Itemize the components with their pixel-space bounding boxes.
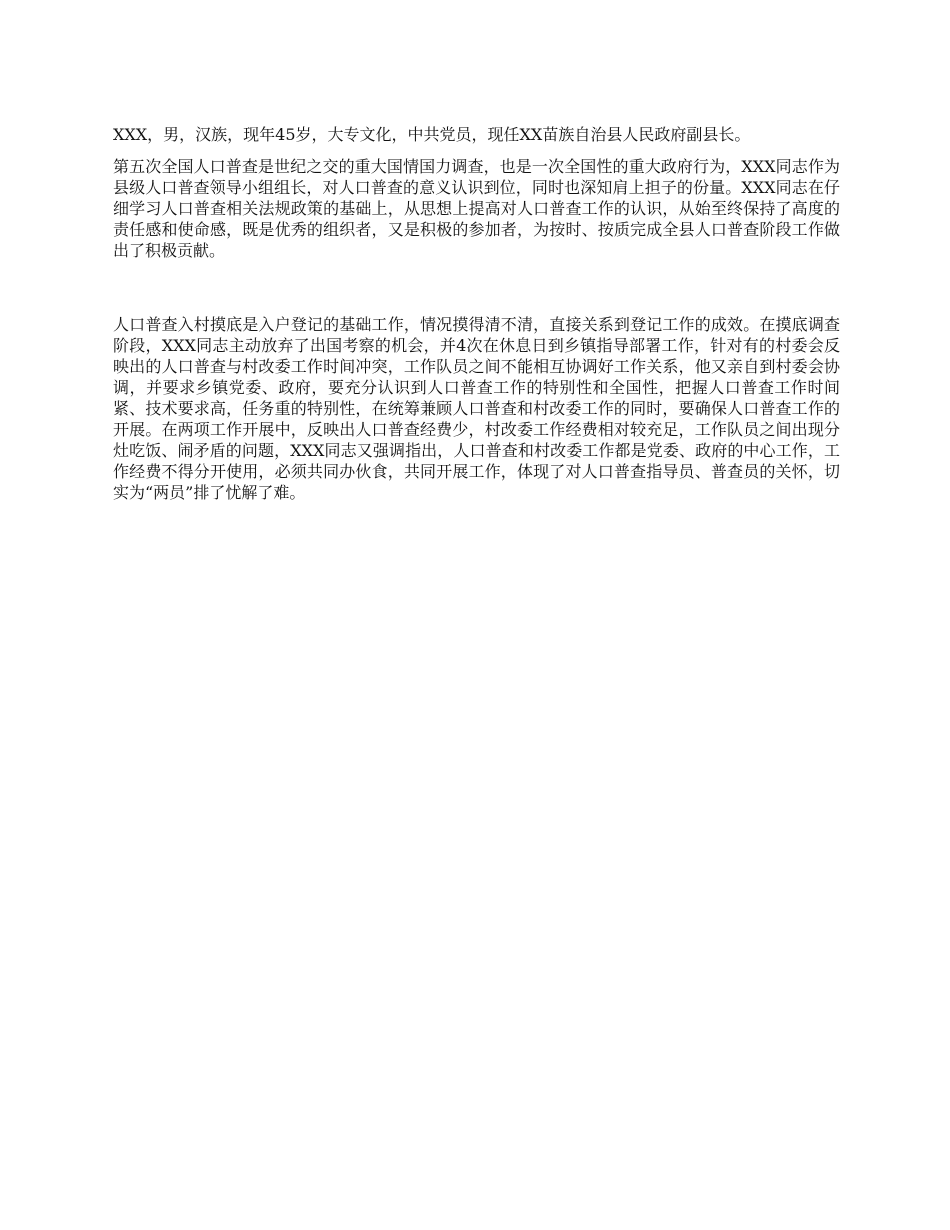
document-body [113,124,840,503]
paragraph-census-role: 第五次全国人口普查是世纪之交的重大国情国力调查，也是一次全国性的重大政府行为，XXX同志作为县级人口普查领导小组组长，对人口普查的意义认识到位，同时也深知肩上担子的份量。XXX同志在仔细学习人口普查相关法规政策的基础上，从思想上提高对人口普查工作的认识，从始至终保持了高度的责任感和使命感，既是优秀的组织者，又是积极的参加者，为按时、按质完成全县人口普查阶段工作做出了积极贡献。 [113,157,840,260]
paragraph-profile: XXX，男，汉族，现年45岁，大专文化，中共党员，现任XX苗族自治县人民政府副县长。 [113,125,751,144]
paragraph-village-survey: 人口普查入村摸底是入户登记的基础工作，情况摸得清不清，直接关系到登记工作的成效。在摸底调查阶段，XXX同志主动放弃了出国考察的机会，并4次在休息日到乡镇指导部署工作，针对有的村委会反映出的人口普查与村改委工作时间冲突，工作队员之间不能相互协调好工作关系，他又亲自到村委会协调，并要求乡镇党委、政府，要充分认识到人口普查工作的特别性和全国性，把握人口普查工作时间紧、技术要求高，任务重的特别性，在统筹兼顾人口普查和村改委工作的同时，要确保人口普查工作的开展。在两项工作开展中，反映出人口普查经费少，村改委工作经费相对较充足，工作队员之间出现分灶吃饭、闹矛盾的问题，XXX同志又强调指出，人口普查和村改委工作都是党委、政府的中心工作，工作经费不得分开使用，必须共同办伙食，共同开展工作，体现了对人口普查指导员、普查员的关怀，切实为“两员”排了忧解了难。 [113,315,840,502]
